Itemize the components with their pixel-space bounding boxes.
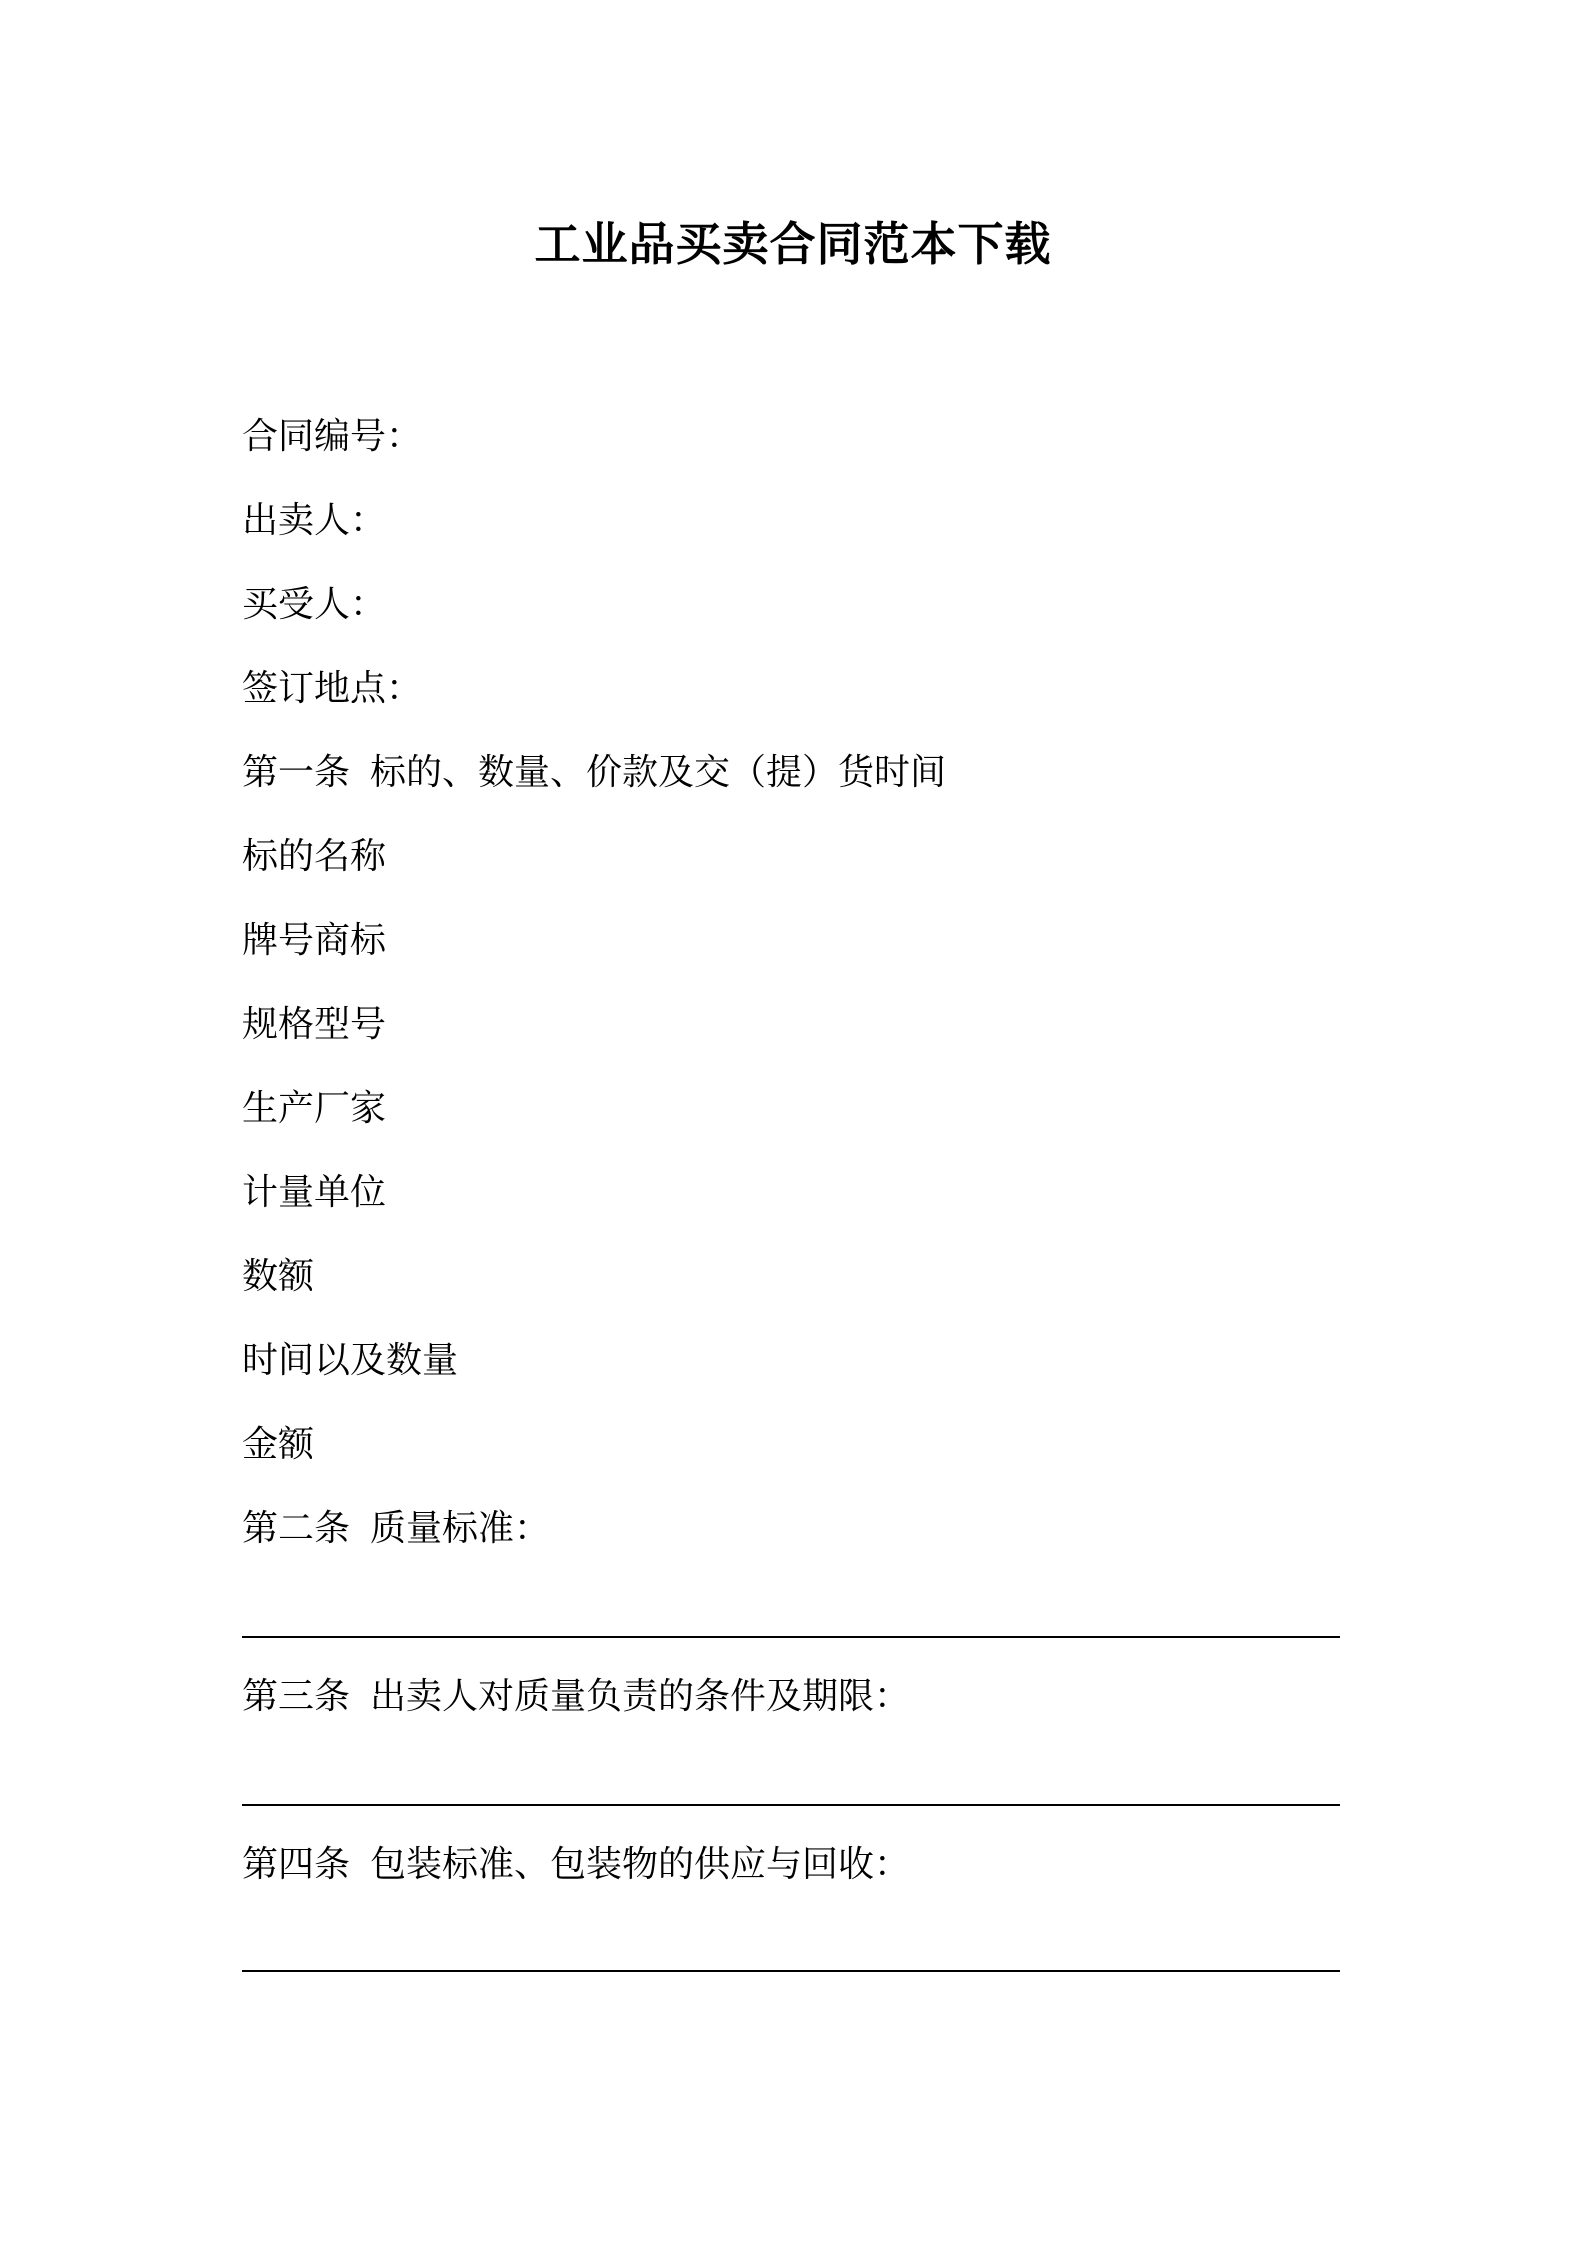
article-3-heading (242, 1672, 910, 1722)
item-unit: 计量单位 (242, 1172, 387, 1213)
article-number: 第四条 (242, 1844, 351, 1885)
field-buyer: 买受人： (242, 584, 387, 625)
article-number: 第三条 (242, 1676, 351, 1717)
field-seller: 出卖人： (242, 500, 387, 541)
item-quantity: 数额 (242, 1256, 315, 1297)
field-signing-place: 签订地点： (242, 668, 423, 709)
item-brand-trademark: 牌号商标 (242, 920, 387, 961)
article-2-heading (242, 1504, 550, 1554)
blank-line (242, 1804, 1340, 1806)
blank-line (242, 1970, 1340, 1972)
article-title: 包装标准、包装物的供应与回收： (370, 1844, 911, 1885)
article-title: 标的、数量、价款及交（提）货时间 (370, 752, 947, 793)
item-subject-name: 标的名称 (242, 836, 387, 877)
article-title: 出卖人对质量负责的条件及期限： (370, 1676, 911, 1717)
article-number: 第一条 (242, 752, 351, 793)
field-contract-number: 合同编号： (242, 416, 423, 457)
item-amount: 金额 (242, 1424, 315, 1465)
document-title: 工业品买卖合同范本下载 (534, 217, 1052, 271)
item-spec-model: 规格型号 (242, 1004, 387, 1045)
article-1-heading (242, 748, 946, 798)
article-number: 第二条 (242, 1508, 351, 1549)
article-4-heading (242, 1840, 910, 1890)
item-manufacturer: 生产厂家 (242, 1088, 387, 1129)
blank-line (242, 1636, 1340, 1638)
item-time-and-quantity: 时间以及数量 (242, 1340, 459, 1381)
article-title: 质量标准： (370, 1508, 551, 1549)
